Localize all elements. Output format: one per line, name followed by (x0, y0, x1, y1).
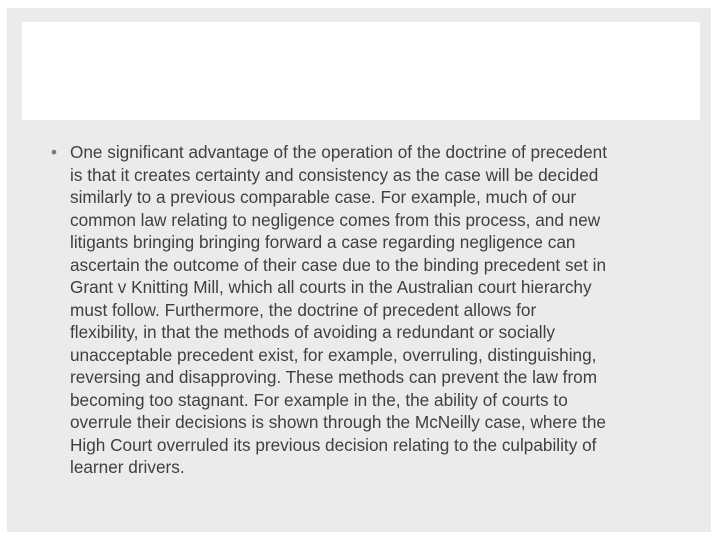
paragraph-line: learner drivers. (70, 457, 185, 477)
paragraph-line: becoming too stagnant. For example in the, the ability of courts to (70, 389, 568, 410)
paragraph-line: Grant v Knitting Mill, which all courts in the Australian court hierarchy (70, 277, 592, 297)
paragraph-line: is that it creates certainty and consistency as the case will be decided (70, 164, 599, 185)
paragraph-line: litigants bringing bringing forward a case regarding negligence can (70, 232, 576, 252)
paragraph-line: ascertain the outcome of their case due to the binding precedent set in (70, 254, 607, 275)
paragraph-line: flexibility, in that the methods of avoiding a redundant or socially (70, 322, 556, 342)
bullet-icon: • (51, 142, 58, 162)
paragraph-line: High Court overruled its previous decision relating to the culpability of (70, 434, 597, 455)
bullet-item (49, 141, 699, 479)
paragraph-line: must follow. Furthermore, the doctrine of precedent allows for (70, 299, 537, 320)
paragraph-line: unacceptable precedent exist, for example, overruling, distinguishing, (70, 344, 597, 365)
paragraph-line: reversing and disapproving. These methods can prevent the law from (70, 367, 598, 387)
title-placeholder (22, 22, 700, 120)
slide-body (49, 141, 699, 479)
paragraph-line: overrule their decisions is shown through the McNeilly case, where the (70, 412, 606, 432)
paragraph-line: One significant advantage of the operation of the doctrine of precedent (70, 142, 608, 162)
paragraph-line: similarly to a previous comparable case. For example, much of our (70, 187, 577, 207)
paragraph-line: common law relating to negligence comes from this process, and new (70, 209, 601, 230)
paragraph-text (70, 141, 699, 479)
